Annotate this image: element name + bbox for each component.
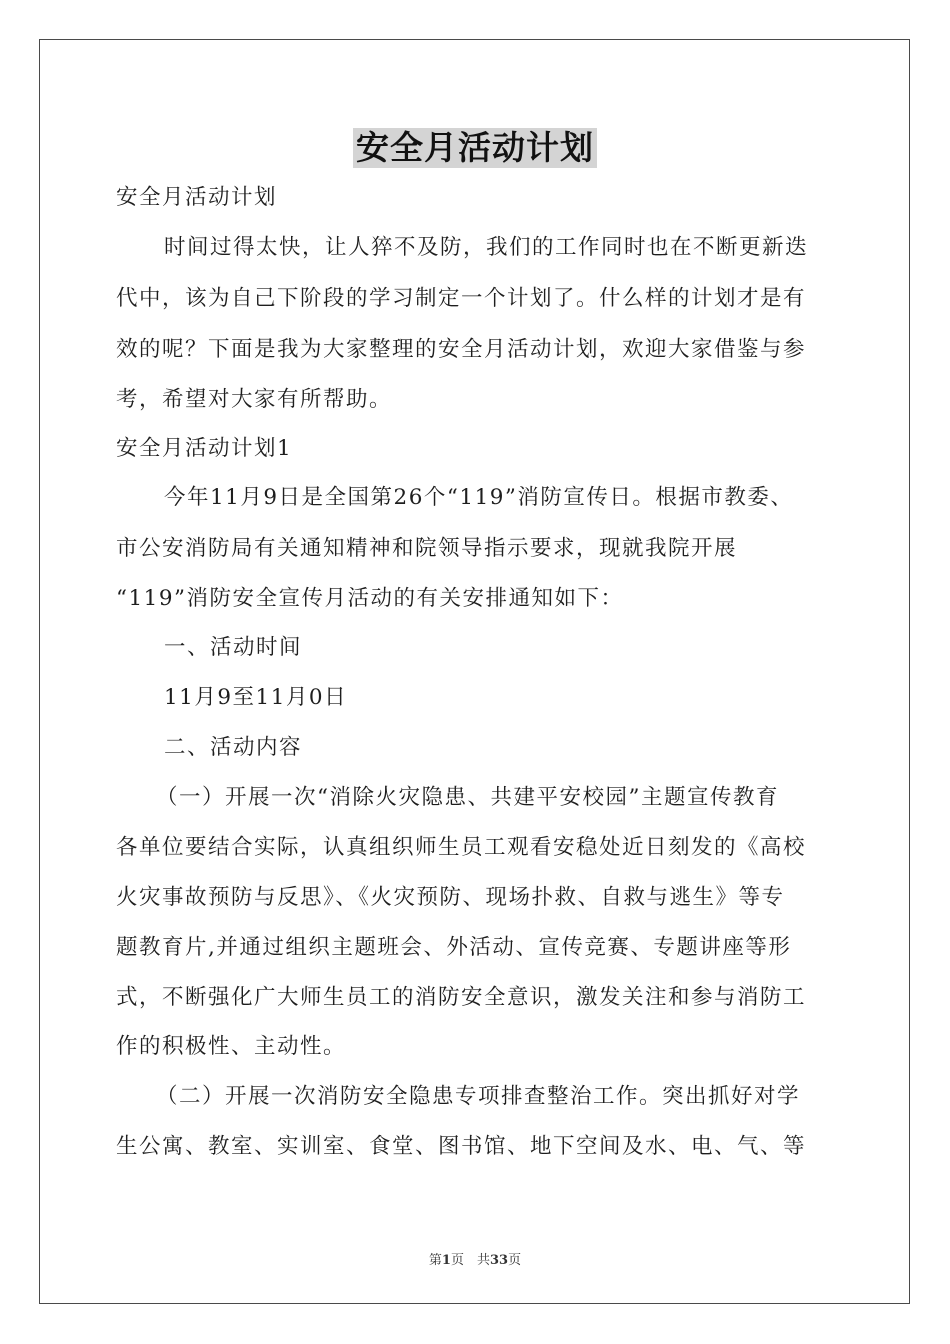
paragraph-line: 火灾事故预防与反思》、《火灾预防、现场扑救、自救与逃生》等专: [116, 885, 785, 910]
page-border: [39, 39, 910, 1304]
page-footer: [0, 1249, 950, 1268]
paragraph-line: 效的呢？下面是我为大家整理的安全月活动计划，欢迎大家借鉴与参: [116, 337, 807, 362]
footer-mid: 页 共: [450, 1253, 490, 1268]
paragraph-line: （一）开展一次“消除火灾隐患、共建平安校园”主题宣传教育: [156, 785, 779, 810]
paragraph-line: 作的积极性、主动性。: [116, 1034, 347, 1059]
paragraph-line: 生公寓、教室、实训室、食堂、图书馆、地下空间及水、电、气、等: [116, 1134, 807, 1159]
paragraph-line: 代中，该为自己下阶段的学习制定一个计划了。什么样的计划才是有: [116, 286, 807, 311]
footer-prefix: 第: [428, 1253, 442, 1268]
paragraph-line: “119”消防安全宣传月活动的有关安排通知如下：: [116, 586, 624, 611]
footer-page-total: 33: [489, 1253, 509, 1268]
document-title: 安全月活动计划: [353, 128, 597, 168]
paragraph-line: 11月9至11月0日: [164, 685, 348, 710]
paragraph-line: （二）开展一次消防安全隐患专项排查整治工作。突出抓好对学: [156, 1084, 801, 1109]
paragraph-line: 式，不断强化广大师生员工的消防安全意识，激发关注和参与消防工: [116, 985, 807, 1010]
paragraph-line: 市公安消防局有关通知精神和院领导指示要求，现就我院开展: [116, 536, 738, 561]
paragraph-line: 各单位要结合实际，认真组织师生员工观看安稳处近日刻发的《高校: [116, 835, 807, 860]
paragraph-line: 今年11月9日是全国第26个“119”消防宣传日。根据市教委、: [164, 485, 794, 510]
list-heading: 二、活动内容: [164, 735, 303, 760]
footer-page-current: 1: [441, 1253, 451, 1268]
footer-suffix: 页: [508, 1253, 522, 1268]
subtitle-line: 安全月活动计划: [116, 185, 278, 210]
paragraph-line: 时间过得太快，让人猝不及防，我们的工作同时也在不断更新迭: [164, 235, 809, 260]
paragraph-line: 考，希望对大家有所帮助。: [116, 387, 393, 412]
paragraph-line: 题教育片,并通过组织主题班会、外活动、宣传竞赛、专题讲座等形: [116, 935, 792, 960]
section-heading: 安全月活动计划1: [116, 436, 293, 461]
list-heading: 一、活动时间: [164, 635, 303, 660]
title-wrap: [0, 128, 950, 168]
